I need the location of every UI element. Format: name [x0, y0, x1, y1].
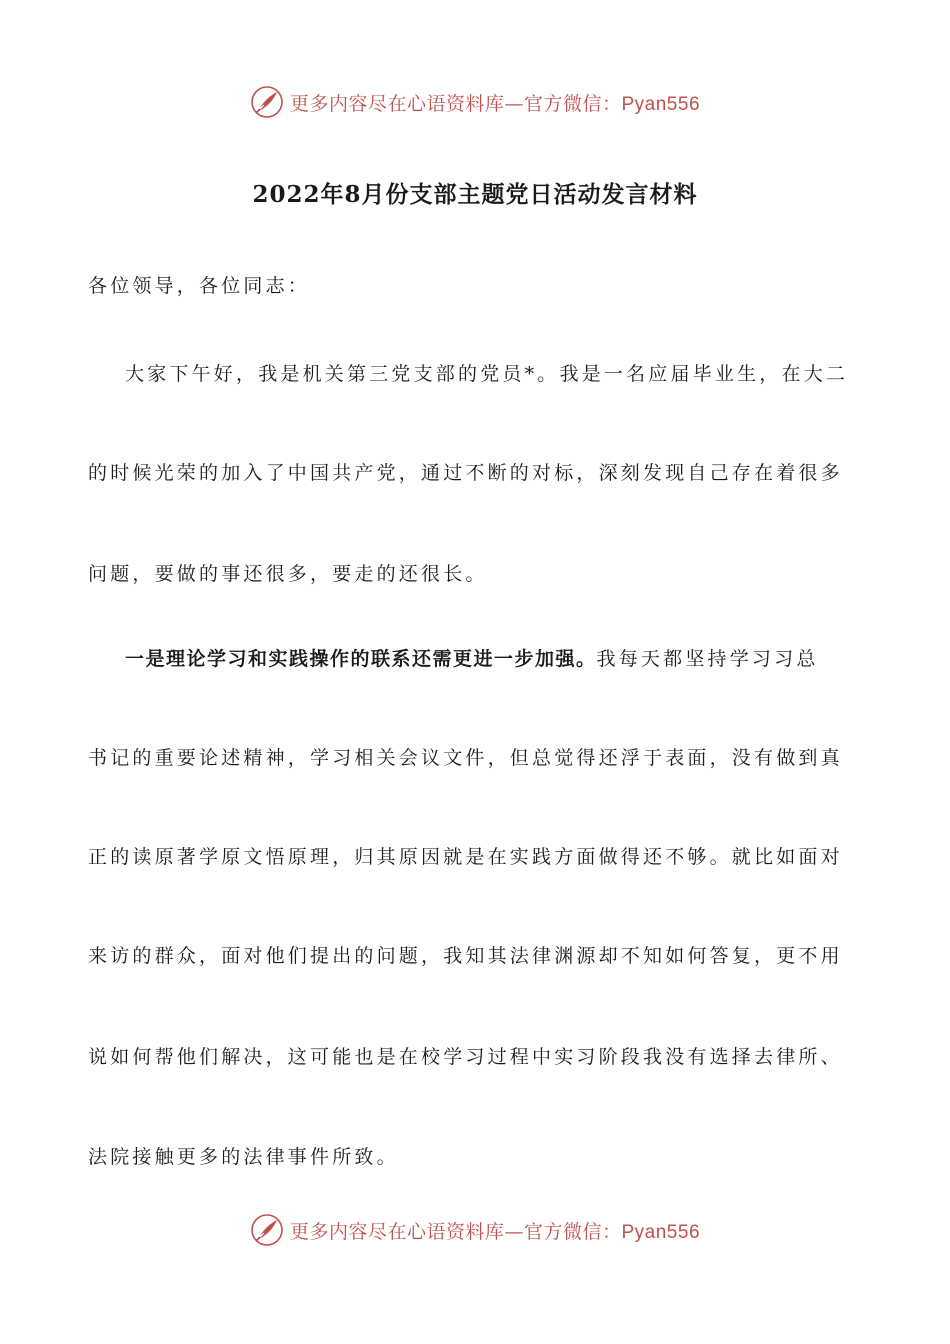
paragraph-line: 一是理论学习和实践操作的联系还需更进一步加强。我每天都坚持学习习总: [125, 648, 819, 670]
paragraph-line: 说如何帮他们解决，这可能也是在校学习过程中实习阶段我没有选择去律所、: [88, 1046, 843, 1068]
document-title: 2022年8月份支部主题党日活动发言材料: [252, 181, 698, 208]
paragraph-line: 正的读原著学原文悟原理，归其原因就是在实践方面做得还不够。就比如面对: [88, 846, 843, 868]
salutation: 各位领导，各位同志：: [88, 275, 311, 297]
paragraph-line: 来访的群众，面对他们提出的问题，我知其法律渊源却不知如何答复，更不用: [88, 945, 843, 967]
paragraph-line: 大家下午好，我是机关第三党支部的党员*。我是一名应届毕业生，在大二: [125, 363, 849, 385]
header-watermark: [0, 82, 950, 122]
bold-lead-sentence: 一是理论学习和实践操作的联系还需更进一步加强。: [125, 648, 597, 670]
quill-pen-logo-icon: [250, 85, 284, 119]
quill-pen-logo-icon: [250, 1213, 284, 1247]
paragraph-line: 书记的重要论述精神，学习相关会议文件，但总觉得还浮于表面，没有做到真: [88, 747, 843, 769]
watermark-text: 更多内容尽在心语资料库—官方微信：Pyan556: [289, 1220, 701, 1243]
paragraph-line: 问题，要做的事还很多，要走的还很长。: [88, 563, 488, 585]
footer-watermark: [0, 1210, 950, 1250]
paragraph-line: 法院接触更多的法律事件所致。: [88, 1146, 399, 1168]
watermark-text: 更多内容尽在心语资料库—官方微信：Pyan556: [289, 92, 701, 115]
paragraph-line: 的时候光荣的加入了中国共产党，通过不断的对标，深刻发现自己存在着很多: [88, 462, 843, 484]
